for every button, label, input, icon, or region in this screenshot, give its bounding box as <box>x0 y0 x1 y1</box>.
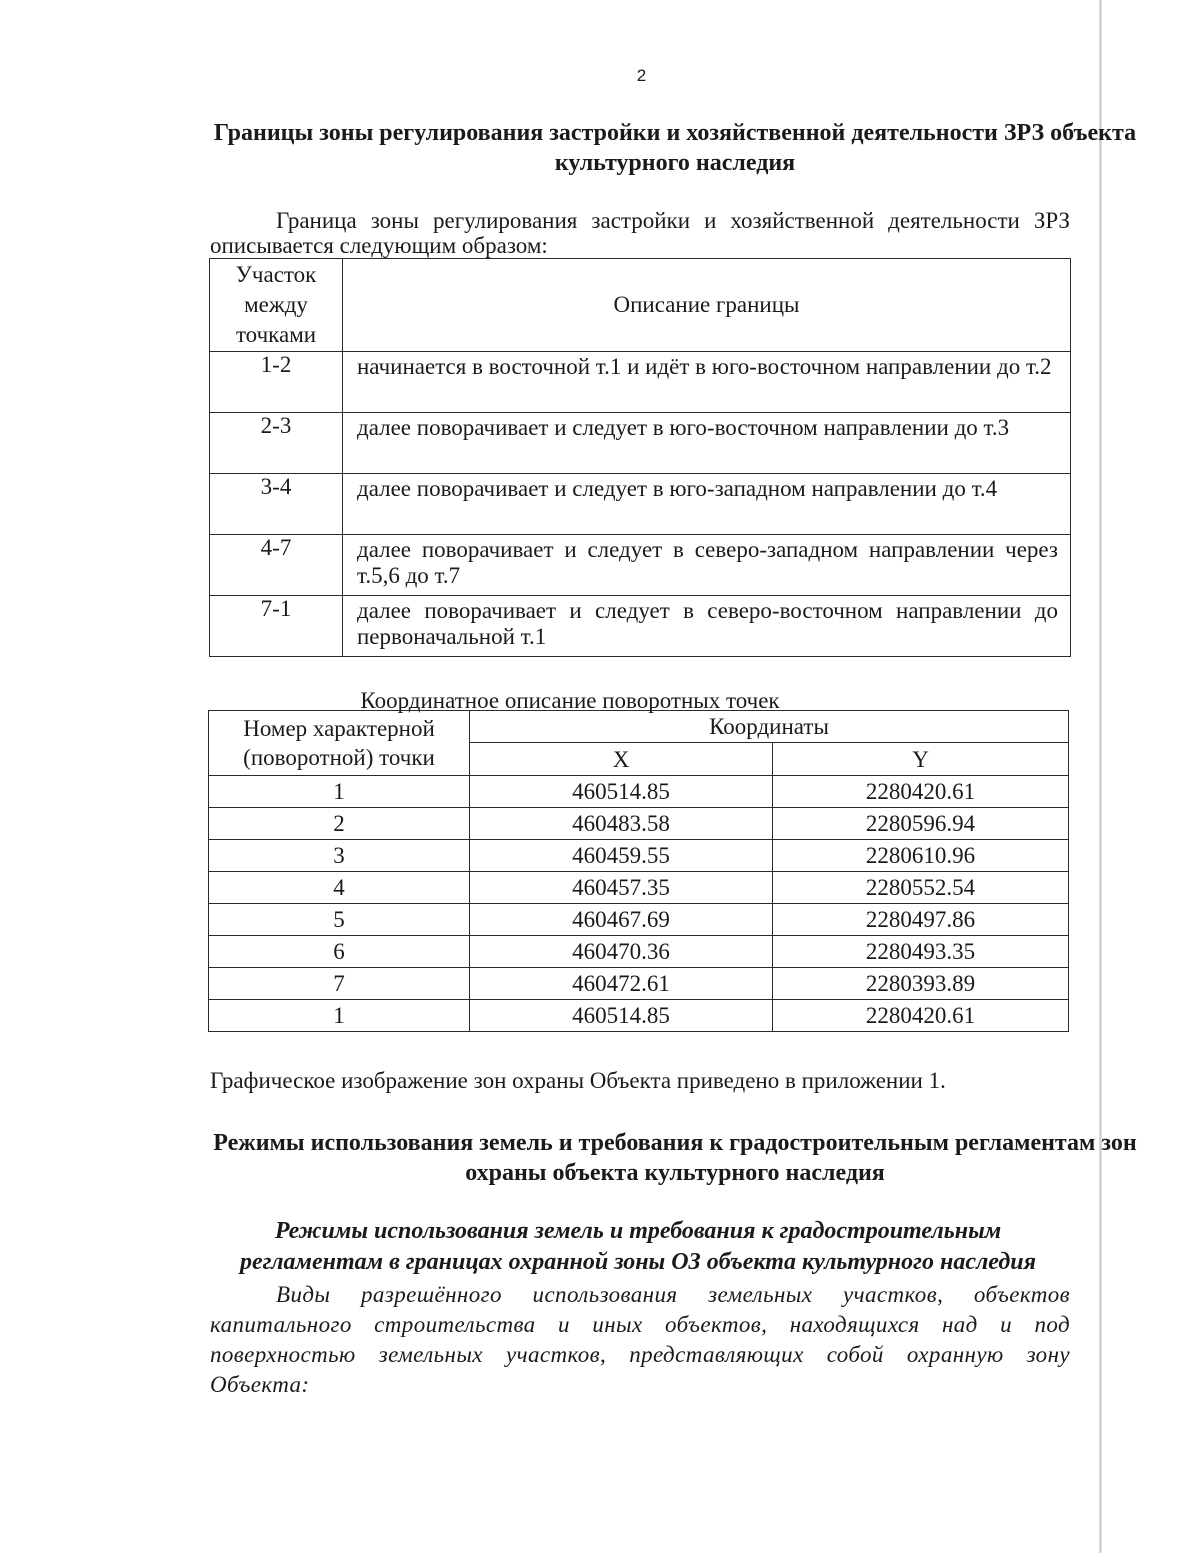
boundary-table-header-row <box>210 259 1071 352</box>
x-cell: 460470.36 <box>470 936 773 968</box>
y-cell: 2280497.86 <box>773 904 1069 936</box>
point-cell: 1 <box>209 776 470 808</box>
point-cell: 2 <box>209 808 470 840</box>
section-heading-regimes: Режимы использования земель и требования к градостроительным регламентам зон охраны объекта культурного наследия <box>213 1130 1137 1186</box>
permitted-use-paragraph: Виды разрешённого использования земельных участков, объектов капитального строительства и иных объектов, находящихся над и под поверхностью земельных участков, представляющих собой охранную зону Объекта: <box>210 1282 1070 1397</box>
subsection-heading-oz: Режимы использования земель и требования к градостроительным регламентам в границах охранной зоны ОЗ объекта культурного наследия <box>240 1218 1036 1275</box>
segment-column-header: Участок между точками <box>210 259 343 352</box>
description-cell: далее поворачивает и следует в северо-западном направлении через т.5,6 до т.7 <box>343 535 1071 596</box>
table-row <box>209 776 1069 808</box>
description-cell: далее поворачивает и следует в северо-восточном направлении до первоначальной т.1 <box>343 596 1071 657</box>
x-axis-header: X <box>470 743 773 776</box>
coordinates-header: Координаты <box>470 711 1069 743</box>
y-cell: 2280393.89 <box>773 968 1069 1000</box>
y-cell: 2280493.35 <box>773 936 1069 968</box>
y-cell: 2280610.96 <box>773 840 1069 872</box>
table-row <box>210 596 1071 657</box>
x-cell: 460514.85 <box>470 776 773 808</box>
x-cell: 460459.55 <box>470 840 773 872</box>
x-cell: 460467.69 <box>470 904 773 936</box>
description-cell: далее поворачивает и следует в юго-западном направлении до т.4 <box>343 474 1071 535</box>
coordinates-caption: Координатное описание поворотных точек <box>360 688 780 713</box>
x-cell: 460457.35 <box>470 872 773 904</box>
point-cell: 6 <box>209 936 470 968</box>
y-cell: 2280596.94 <box>773 808 1069 840</box>
y-cell: 2280552.54 <box>773 872 1069 904</box>
point-cell: 7 <box>209 968 470 1000</box>
y-cell: 2280420.61 <box>773 776 1069 808</box>
description-column-header: Описание границы <box>343 259 1071 352</box>
section-heading-zrz: Границы зоны регулирования застройки и хозяйственной деятельности ЗРЗ объекта культурного наследия <box>213 120 1137 176</box>
x-cell: 460483.58 <box>470 808 773 840</box>
point-cell: 4 <box>209 872 470 904</box>
table-row <box>209 808 1069 840</box>
scan-edge <box>1099 0 1102 1553</box>
x-cell: 460472.61 <box>470 968 773 1000</box>
table-row <box>209 904 1069 936</box>
y-cell: 2280420.61 <box>773 1000 1069 1032</box>
point-cell: 5 <box>209 904 470 936</box>
table-row <box>209 1000 1069 1032</box>
segment-cell: 7-1 <box>210 596 343 657</box>
graphic-note: Графическое изображение зон охраны Объекта приведено в приложении 1. <box>210 1068 946 1093</box>
segment-cell: 4-7 <box>210 535 343 596</box>
y-axis-header: Y <box>773 743 1069 776</box>
table-row <box>210 413 1071 474</box>
segment-cell: 2-3 <box>210 413 343 474</box>
description-cell: начинается в восточной т.1 и идёт в юго-восточном направлении до т.2 <box>343 352 1071 413</box>
table-row <box>210 535 1071 596</box>
coordinates-table <box>208 710 1069 1032</box>
point-cell: 1 <box>209 1000 470 1032</box>
segment-cell: 3-4 <box>210 474 343 535</box>
x-cell: 460514.85 <box>470 1000 773 1032</box>
boundary-description-table <box>209 258 1071 657</box>
coord-table-header-row <box>209 711 1069 743</box>
intro-paragraph: Граница зоны регулирования застройки и хозяйственной деятельности ЗРЗ описывается следующим образом: <box>210 208 1070 258</box>
point-number-header: Номер характерной (поворотной) точки <box>209 711 470 776</box>
description-cell: далее поворачивает и следует в юго-восточном направлении до т.3 <box>343 413 1071 474</box>
point-cell: 3 <box>209 840 470 872</box>
table-row <box>210 474 1071 535</box>
table-row <box>209 936 1069 968</box>
segment-cell: 1-2 <box>210 352 343 413</box>
table-row <box>209 968 1069 1000</box>
table-row <box>209 872 1069 904</box>
table-row <box>210 352 1071 413</box>
page-number: 2 <box>636 66 647 85</box>
table-row <box>209 840 1069 872</box>
